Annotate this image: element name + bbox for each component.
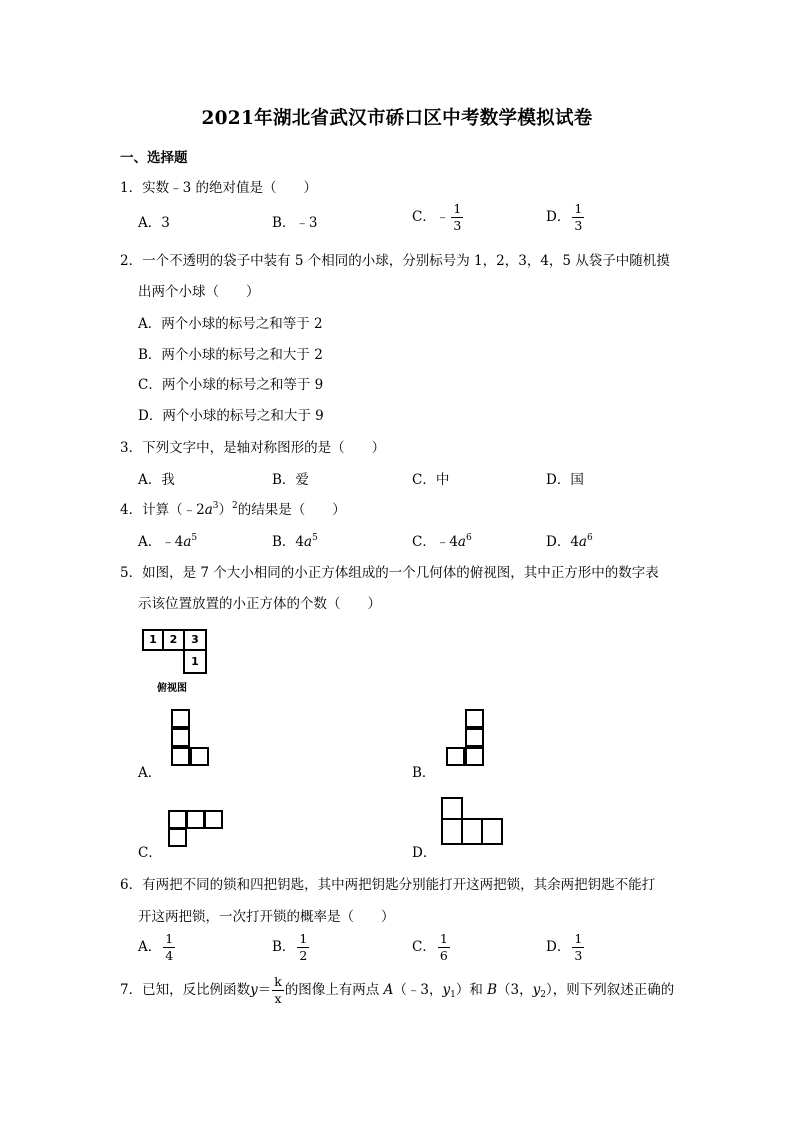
top-view-cell-3: 3 [183,629,207,651]
q3-option-a: A．我 [138,472,175,488]
question-6-stem-line1: 6．有两把不同的锁和四把钥匙，其中两把钥匙分别能打开这两把锁，其余两把钥匙不能打 [120,877,656,893]
q1-option-c [412,203,463,232]
question-2-stem-line1: 2．一个不透明的袋子中装有 5 个相同的小球，分别标号为 1，2，3，4，5 从袋子中随机摸 [120,253,670,269]
q1-option-b: B．﹣3 [272,215,318,231]
q6-option-b: B． $\frac{1}{2}$ [272,931,308,963]
question-4-stem: 4．计算$(﹣2a^3)^2$的结果是（ ） [120,501,346,518]
q4-option-c: C．$﹣4a^6$ [412,533,472,550]
q2-option-d: D．两个小球的标号之和大于 9 [138,408,324,424]
q1-option-c-label: C．﹣ [412,209,450,225]
q6-option-a: A． $\frac{1}{4}$ [138,931,174,963]
q1-option-c-fraction: $\frac{1}{3}$ [453,201,462,233]
q5-option-a: A． [138,765,162,781]
q2-option-c: C．两个小球的标号之和等于 9 [138,377,324,393]
question-6-stem-line2: 开这两把锁，一次打开锁的概率是（ ） [138,909,395,925]
q4-option-b: B．$4a^5$ [272,533,318,550]
q6-option-d: D． $\frac{1}{3}$ [546,931,583,963]
q3-option-b: B．爱 [272,472,309,488]
q3-option-d: D．国 [546,472,584,488]
q5-option-d: D． [412,845,437,861]
question-2-stem-line2: 出两个小球（ ） [138,284,260,300]
question-7-stem: 7．已知，反比例函数y＝ $\frac{k}{x}$ 的图像上有两点 A（﹣3，$y_1$）和 B（3，$y_2$），则下列叙述正确的 [120,974,675,1006]
question-5-stem-line2: 示该位置放置的小正方体的个数（ ） [138,596,381,612]
q4-option-a: A．$﹣4a^5$ [138,533,198,550]
top-view-cell-4: 1 [183,649,207,674]
q5-option-b: B． [412,765,436,781]
question-1-stem: 1．实数﹣3 的绝对值是（ ） [120,180,317,196]
q1-option-d-fraction: $\frac{1}{3}$ [574,201,583,233]
q5-option-c: C． [138,845,162,861]
q1-option-d [546,203,584,232]
q4-option-d: D．$4a^6$ [546,533,593,550]
q1-option-a: A．3 [138,215,170,231]
top-view-cell-2: 2 [162,629,185,651]
q2-option-a: A．两个小球的标号之和等于 2 [138,316,323,332]
q3-option-c: C．中 [412,472,450,488]
question-3-stem: 3．下列文字中，是轴对称图形的是（ ） [120,440,386,456]
top-view-caption: 俯视图 [157,683,187,694]
q6-option-c: C． $\frac{1}{6}$ [412,931,448,963]
section-heading: 一、选择题 [120,150,188,166]
top-view-cell-1: 1 [142,629,164,651]
page-title: 2021年湖北省武汉市硚口区中考数学模拟试卷 [201,108,593,129]
q1-option-d-label: D． [546,209,571,225]
question-5-stem-line1: 5．如图，是 7 个大小相同的小正方体组成的一个几何体的俯视图，其中正方形中的数字表 [120,565,659,581]
q2-option-b: B．两个小球的标号之和大于 2 [138,347,323,363]
